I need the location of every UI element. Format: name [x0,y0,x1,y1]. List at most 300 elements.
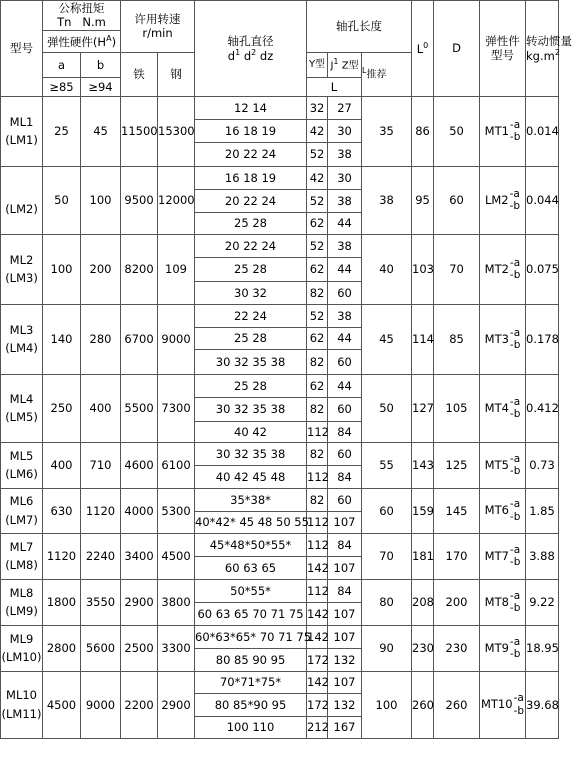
cell-d: 60 [434,166,480,234]
header-col-b: b [81,52,121,77]
cell-speed-iron: 6700 [121,304,158,374]
header-ha-a: ≥85 [43,77,81,96]
model-code: ML6 [9,494,34,509]
cell-model [1,625,43,671]
elastic-model-code: MT2 [484,261,509,276]
elastic-suffix [510,119,520,144]
cell-bore-diameter: 60 63 65 70 71 75 [195,602,307,625]
cell-d: 125 [434,442,480,488]
model-alt-code: (LM6) [5,467,38,482]
elastic-suffix-b: -b [509,556,521,569]
cell-bore-diameter: 100 110 [195,716,307,738]
cell-length-y: 172 [307,693,328,716]
cell-length-y: 52 [307,234,328,257]
cell-bore-diameter: 60 63 65 [195,556,307,579]
cell-model [1,488,43,533]
elastic-model-code: MT3 [484,331,509,346]
cell-l-recommended: 60 [362,488,412,533]
cell-torque-b: 2240 [81,533,121,579]
elastic-suffix-b: -b [509,339,521,352]
table-row [1,579,559,602]
model-alt-code: (LM8) [5,558,38,573]
cell-torque-a: 25 [43,96,81,166]
cell-bore-diameter: 20 22 24 [195,189,307,212]
cell-length-jz: 107 [328,671,362,693]
header-inertia-unit: $kg.m^2$ [526,47,560,63]
elastic-suffix-a: -a [509,452,521,465]
cell-length-y: 172 [307,648,328,671]
cell-l0: 95 [412,166,434,234]
cell-speed-iron: 11500 [121,96,158,166]
cell-length-y: 82 [307,442,328,465]
cell-elastic-model [480,533,526,579]
header-tn: Tn [57,15,72,30]
cell-bore-diameter: 20 22 24 [195,142,307,166]
cell-speed-steel: 3300 [158,625,195,671]
cell-inertia: 0.73 [526,442,559,488]
cell-torque-a: 400 [43,442,81,488]
cell-speed-steel: 2900 [158,671,195,738]
elastic-suffix-a: -a [509,256,521,269]
table-row [1,374,559,397]
header-elastic-model [480,1,526,97]
elastic-model-code: MT7 [484,548,509,563]
cell-torque-a: 1120 [43,533,81,579]
cell-bore-diameter: 70*71*75* [195,671,307,693]
header-bore-diameter [195,1,307,97]
cell-length-jz: 30 [328,166,362,189]
cell-length-y: 82 [307,349,328,374]
elastic-model-code: MT1 [484,123,509,138]
table-row [1,166,559,189]
cell-l-recommended: 35 [362,96,412,166]
cell-length-jz: 84 [328,533,362,556]
header-y-type: Y型 [307,52,328,77]
cell-elastic-model [480,166,526,234]
cell-l0: 103 [412,234,434,304]
cell-length-jz: 132 [328,693,362,716]
cell-l-recommended: 100 [362,671,412,738]
header-bore-diameter-sub: $d^1$ $d^2$ dz [227,47,274,63]
elastic-suffix-b: -b [509,465,521,478]
elastic-suffix-b: -b [509,200,521,213]
cell-length-jz: 60 [328,488,362,511]
elastic-model-code: MT4 [484,400,509,415]
cell-bore-diameter: 20 22 24 [195,234,307,257]
cell-l-recommended: 80 [362,579,412,625]
header-j1-z-type: $J^1$ Z型 [328,52,362,77]
header-elastic: 弹性件 [485,34,520,48]
cell-torque-b: 9000 [81,671,121,738]
elastic-suffix-b: -b [509,408,521,421]
cell-bore-diameter: 50*55* [195,579,307,602]
header-elastic-type: 型号 [491,48,515,63]
cell-length-jz: 44 [328,327,362,349]
cell-elastic-model [480,96,526,166]
cell-elastic-model [480,304,526,374]
cell-length-y: 212 [307,716,328,738]
header-torque-units [43,15,120,29]
cell-bore-diameter: 12 14 [195,96,307,119]
cell-length-y: 42 [307,166,328,189]
model-alt-code: (LM10) [1,650,42,665]
cell-speed-iron: 4600 [121,442,158,488]
elastic-suffix [510,636,520,661]
cell-d: 50 [434,96,480,166]
cell-length-jz: 84 [328,579,362,602]
cell-torque-a: 1800 [43,579,81,625]
model-alt-code: (LM9) [5,604,38,619]
header-model: 型号 [1,1,43,97]
cell-d: 70 [434,234,480,304]
header-speed-title: 许用转速 [134,12,181,26]
cell-length-jz: 30 [328,119,362,142]
cell-torque-a: 250 [43,374,81,442]
cell-l-recommended: 90 [362,625,412,671]
cell-l0: 127 [412,374,434,442]
cell-l0: 114 [412,304,434,374]
cell-length-jz: 167 [328,716,362,738]
cell-torque-b: 200 [81,234,121,304]
cell-length-y: 142 [307,556,328,579]
cell-torque-b: 280 [81,304,121,374]
model-code: ML8 [9,585,34,600]
elastic-model-code: MT9 [484,640,509,655]
header-col-a: a [43,52,81,77]
cell-length-y: 142 [307,625,328,648]
cell-length-y: 112 [307,511,328,533]
header-speed-unit: r/min [142,26,173,41]
cell-speed-iron: 2200 [121,671,158,738]
cell-length-jz: 38 [328,189,362,212]
cell-length-y: 32 [307,96,328,119]
cell-length-y: 112 [307,579,328,602]
elastic-suffix-a: -a [509,118,521,131]
cell-bore-diameter: 22 24 [195,304,307,327]
cell-bore-diameter: 25 28 [195,327,307,349]
cell-length-y: 52 [307,189,328,212]
cell-inertia: 0.178 [526,304,559,374]
cell-l-recommended: 55 [362,442,412,488]
table-body [1,1,572,739]
cell-speed-iron: 8200 [121,234,158,304]
cell-bore-diameter: 16 18 19 [195,119,307,142]
cell-inertia: 0.044 [526,166,559,234]
cell-length-jz: 84 [328,465,362,488]
cell-inertia: 0.075 [526,234,559,304]
cell-inertia: 9.22 [526,579,559,625]
cell-d: 230 [434,625,480,671]
cell-d: 145 [434,488,480,533]
cell-speed-steel: 6100 [158,442,195,488]
elastic-model-code: MT8 [484,594,509,609]
cell-length-y: 62 [307,257,328,281]
model-alt-code: (LM3) [5,271,38,286]
cell-bore-diameter: 25 28 [195,257,307,281]
cell-l-recommended: 50 [362,374,412,442]
elastic-suffix-b: -b [509,648,521,661]
header-torque [43,1,121,31]
cell-length-y: 82 [307,281,328,304]
cell-bore-diameter: 30 32 35 38 [195,442,307,465]
cell-speed-steel: 7300 [158,374,195,442]
cell-speed-steel: 12000 [158,166,195,234]
elastic-suffix-a: -a [509,395,521,408]
elastic-suffix-b: -b [509,269,521,282]
cell-speed-iron: 2900 [121,579,158,625]
header-ha-b: ≥94 [81,77,121,96]
cell-torque-a: 100 [43,234,81,304]
elastic-suffix [510,453,520,478]
cell-l-recommended: 70 [362,533,412,579]
cell-inertia: 0.412 [526,374,559,442]
cell-length-jz: 107 [328,625,362,648]
cell-length-jz: 38 [328,304,362,327]
cell-length-jz: 60 [328,349,362,374]
cell-l-recommended: 40 [362,234,412,304]
cell-length-jz: 44 [328,374,362,397]
cell-model [1,304,43,374]
cell-d: 170 [434,533,480,579]
cell-length-y: 52 [307,142,328,166]
model-code: ML7 [9,539,34,554]
cell-length-jz: 107 [328,511,362,533]
cell-model [1,533,43,579]
header-inertia [526,1,572,97]
cell-l0: 181 [412,533,434,579]
cell-length-jz: 60 [328,281,362,304]
cell-bore-diameter: 80 85*90 95 [195,693,307,716]
cell-elastic-model [480,488,526,533]
elastic-suffix [510,257,520,282]
cell-speed-steel: 109 [158,234,195,304]
cell-length-jz: 38 [328,234,362,257]
cell-d: 85 [434,304,480,374]
cell-d: 105 [434,374,480,442]
header-iron: 铁 [121,52,158,96]
header-nm: N.m [82,15,106,30]
elastic-suffix [510,544,520,569]
elastic-suffix [514,692,524,717]
cell-bore-diameter: 25 28 [195,212,307,234]
elastic-suffix [510,188,520,213]
cell-torque-a: 630 [43,488,81,533]
cell-bore-diameter: 45*48*50*55* [195,533,307,556]
header-inertia-title: 转动惯量 [526,33,572,48]
model-code: ML1 [9,114,34,129]
cell-speed-iron: 5500 [121,374,158,442]
cell-bore-diameter: 30 32 35 38 [195,349,307,374]
cell-l0: 230 [412,625,434,671]
elastic-suffix-a: -a [509,589,521,602]
cell-torque-a: 140 [43,304,81,374]
header-l: L [307,77,362,96]
cell-model [1,442,43,488]
cell-torque-b: 5600 [81,625,121,671]
cell-length-y: 82 [307,397,328,421]
header-bore-length: 轴孔长度 [307,1,412,53]
cell-torque-b: 400 [81,374,121,442]
header-d: D [434,1,480,97]
elastic-suffix [510,498,520,523]
cell-model [1,234,43,304]
header-hardness: 弹性硬件$(H^A)$ [43,30,121,52]
cell-inertia: 1.85 [526,488,559,533]
cell-torque-b: 710 [81,442,121,488]
model-code: ML10 [6,688,37,703]
cell-length-jz: 44 [328,257,362,281]
cell-l0: 143 [412,442,434,488]
table-row [1,442,559,465]
table-row [1,488,559,511]
table-row [1,625,559,648]
elastic-model-code: MT6 [484,503,509,518]
cell-speed-steel: 5300 [158,488,195,533]
cell-speed-iron: 4000 [121,488,158,533]
model-alt-code: (LM11) [1,706,42,721]
cell-bore-diameter: 80 85 90 95 [195,648,307,671]
header-l-recommended: $^L$推荐 [362,52,412,96]
cell-torque-a: 50 [43,166,81,234]
cell-elastic-model [480,625,526,671]
model-alt-code: (LM5) [5,410,38,425]
cell-length-y: 82 [307,488,328,511]
cell-speed-steel: 3800 [158,579,195,625]
elastic-suffix-a: -a [509,326,521,339]
elastic-suffix [510,327,520,352]
elastic-suffix-a: -a [509,635,521,648]
cell-elastic-model [480,671,526,738]
elastic-suffix-a: -a [509,187,520,200]
model-alt-code: (LM7) [5,512,38,527]
table-row [1,234,559,257]
table-row [1,96,559,119]
table-row [1,671,559,693]
cell-inertia: 18.95 [526,625,559,671]
cell-model [1,96,43,166]
cell-torque-b: 100 [81,166,121,234]
cell-length-jz: 44 [328,212,362,234]
cell-model [1,671,43,738]
elastic-suffix-a: -a [509,543,521,556]
cell-length-y: 52 [307,304,328,327]
cell-elastic-model [480,374,526,442]
elastic-suffix [510,396,520,421]
cell-length-y: 62 [307,212,328,234]
cell-bore-diameter: 16 18 19 [195,166,307,189]
cell-length-jz: 132 [328,648,362,671]
cell-l0: 86 [412,96,434,166]
cell-speed-iron: 2500 [121,625,158,671]
cell-model [1,579,43,625]
header-speed [121,1,195,53]
cell-length-y: 62 [307,327,328,349]
cell-torque-a: 4500 [43,671,81,738]
cell-model [1,374,43,442]
header-l0: $L^0$ [412,1,434,97]
cell-length-jz: 107 [328,602,362,625]
cell-bore-diameter: 40 42 [195,421,307,442]
elastic-suffix-a: -a [509,498,521,511]
elastic-suffix-b: -b [509,131,521,144]
cell-length-y: 112 [307,465,328,488]
model-code: ML9 [9,631,34,646]
cell-speed-steel: 4500 [158,533,195,579]
cell-elastic-model [480,234,526,304]
elastic-suffix-b: -b [513,704,525,717]
cell-bore-diameter: 30 32 35 38 [195,397,307,421]
cell-torque-a: 2800 [43,625,81,671]
model-code: ML5 [9,448,34,463]
cell-speed-steel: 9000 [158,304,195,374]
header-steel: 钢 [158,52,195,96]
model-alt-code: (LM2) [5,202,38,217]
cell-length-y: 112 [307,421,328,442]
elastic-suffix-b: -b [509,602,521,615]
cell-length-jz: 107 [328,556,362,579]
cell-bore-diameter: 40 42 45 48 [195,465,307,488]
cell-length-jz: 27 [328,96,362,119]
cell-bore-diameter: 35*38* [195,488,307,511]
cell-bore-diameter: 30 32 [195,281,307,304]
model-code: ML4 [9,391,34,406]
cell-length-jz: 38 [328,142,362,166]
cell-speed-steel: 15300 [158,96,195,166]
table-row [1,533,559,556]
cell-length-y: 112 [307,533,328,556]
cell-l0: 208 [412,579,434,625]
elastic-model-code: MT5 [484,457,509,472]
cell-length-y: 142 [307,602,328,625]
cell-length-y: 142 [307,671,328,693]
cell-inertia: 3.88 [526,533,559,579]
cell-d: 260 [434,671,480,738]
cell-length-y: 62 [307,374,328,397]
cell-inertia: 39.68 [526,671,559,738]
model-alt-code: (LM4) [5,341,38,356]
cell-torque-b: 1120 [81,488,121,533]
cell-d: 200 [434,579,480,625]
cell-elastic-model [480,579,526,625]
cell-inertia: 0.014 [526,96,559,166]
cell-speed-iron: 3400 [121,533,158,579]
elastic-model-code: LM2 [484,192,509,207]
elastic-suffix-b: -b [509,510,521,523]
cell-l-recommended: 45 [362,304,412,374]
cell-elastic-model [480,442,526,488]
cell-bore-diameter: 60*63*65* 70 71 75 [195,625,307,648]
cell-l0: 260 [412,671,434,738]
cell-length-y: 42 [307,119,328,142]
model-alt-code: (LM1) [5,133,38,148]
cell-length-jz: 84 [328,421,362,442]
cell-torque-b: 45 [81,96,121,166]
cell-bore-diameter: 25 28 [195,374,307,397]
cell-bore-diameter: 40*42* 45 48 50 55 [195,511,307,533]
cell-length-jz: 60 [328,397,362,421]
table-row [1,304,559,327]
cell-speed-iron: 9500 [121,166,158,234]
cell-l-recommended: 38 [362,166,412,234]
cell-torque-b: 3550 [81,579,121,625]
cell-l0: 159 [412,488,434,533]
elastic-suffix-a: -a [513,692,524,705]
header-torque-title: 公称扭矩 [58,1,105,15]
elastic-model-code: MT10 [480,697,513,712]
model-code: ML3 [9,322,34,337]
header-bore-diameter-title: 轴孔直径 [227,33,274,48]
elastic-suffix [510,590,520,615]
